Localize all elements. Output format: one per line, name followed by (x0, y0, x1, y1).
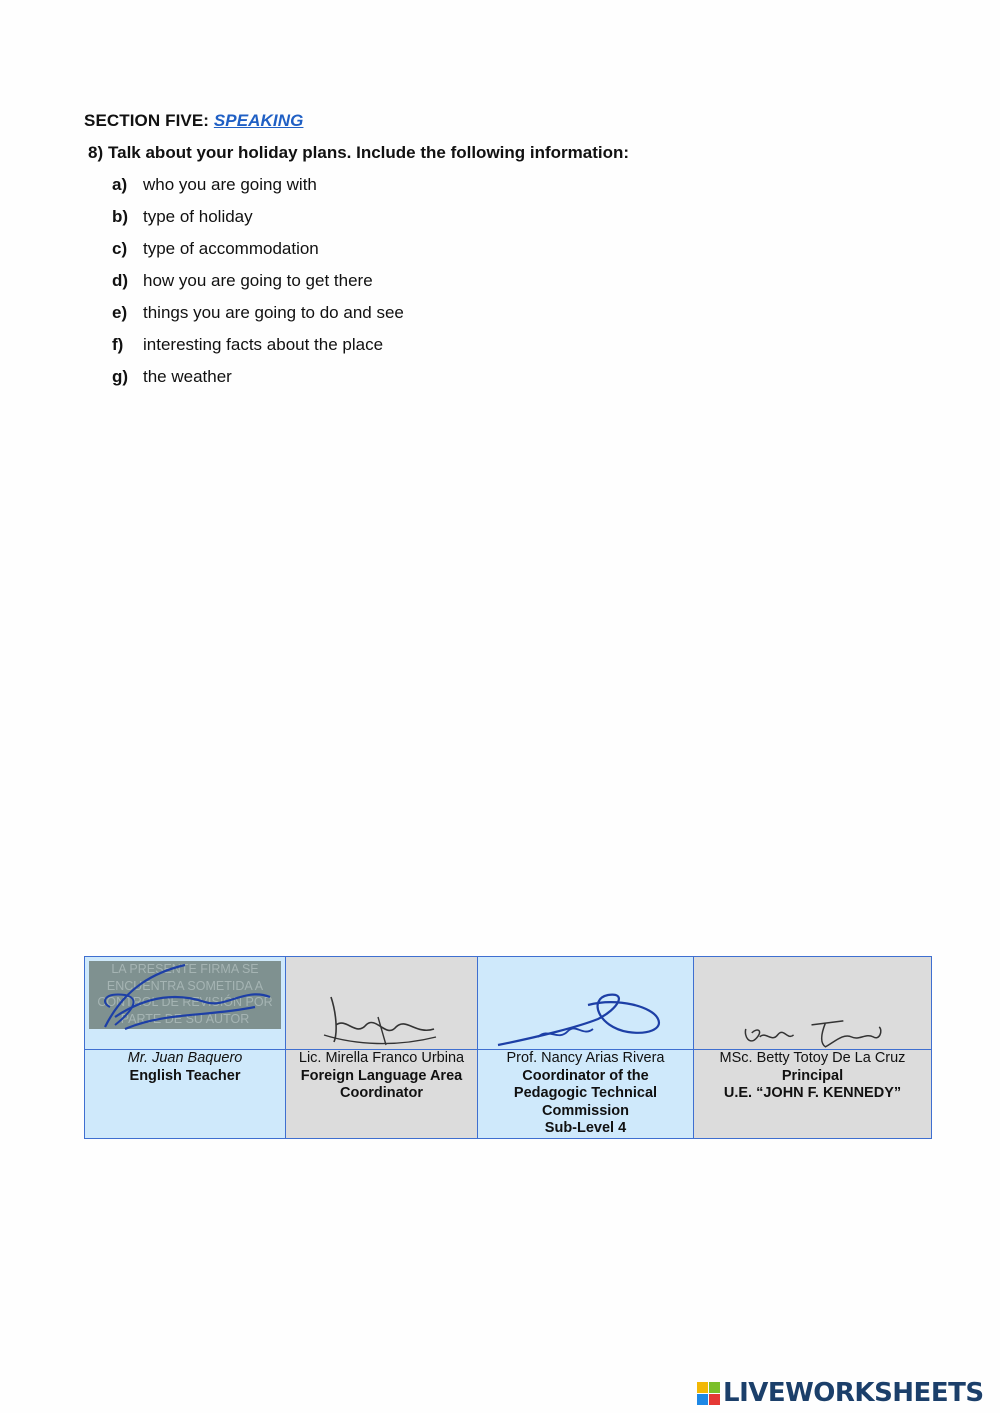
teacher-credentials (85, 1050, 286, 1139)
item-letter: f) (112, 335, 124, 354)
school-name: U.E. “JOHN F. KENNEDY” (723, 1085, 902, 1101)
question-number: 8) (88, 143, 104, 162)
signature-teacher (85, 957, 285, 1049)
signature-principal (694, 957, 931, 1049)
area-coordinator-role-line: Coordinator (340, 1085, 423, 1101)
question-prompt (88, 143, 629, 163)
item-text: how you are going to get there (143, 271, 373, 290)
list-item (112, 303, 404, 335)
logo-tile (697, 1394, 708, 1405)
section-name-link[interactable]: SPEAKING (213, 111, 304, 130)
area-coordinator-role-line: Foreign Language Area (300, 1067, 463, 1084)
pedagogic-coordinator-role-line: Sub-Level 4 (544, 1120, 627, 1136)
item-letter: b) (112, 207, 129, 226)
section-prefix: SECTION FIVE: (84, 111, 214, 130)
principal-name: MSc. Betty Totoy De La Cruz (719, 1050, 906, 1066)
item-letter: c) (112, 239, 128, 258)
item-letter: a) (112, 175, 128, 194)
signature-pedagogic-coordinator (478, 957, 693, 1049)
pedagogic-coordinator-role-line: Commission (541, 1102, 629, 1119)
logo-tile (709, 1394, 720, 1405)
liveworksheets-logo[interactable] (697, 1377, 984, 1409)
pedagogic-coordinator-role-line: Pedagogic Technical (513, 1085, 658, 1101)
list-item (112, 367, 404, 399)
stamp-text: LA PRESENTE FIRMA SE ENCUENTRA SOMETIDA A CONTROL DE REVISIÓN POR PARTE DE SU AUTOR (97, 962, 273, 1026)
list-item (112, 175, 404, 207)
list-item (112, 207, 404, 239)
signature-cell-area-coordinator (286, 957, 478, 1050)
area-coordinator-name: Lic. Mirella Franco Urbina (298, 1050, 465, 1066)
signature-cell-principal (694, 957, 932, 1050)
teacher-role: English Teacher (129, 1067, 241, 1084)
item-text: things you are going to do and see (143, 303, 404, 322)
signature-table (84, 956, 932, 1139)
list-item (112, 271, 404, 303)
area-coordinator-credentials (286, 1050, 478, 1139)
item-letter: e) (112, 303, 128, 322)
list-item (112, 239, 404, 271)
item-text: type of accommodation (143, 239, 319, 258)
item-text: who you are going with (143, 175, 317, 194)
pedagogic-coordinator-role-line: Coordinator of the (522, 1067, 649, 1084)
signature-cell-pedagogic-coordinator (478, 957, 694, 1050)
principal-credentials (694, 1050, 932, 1139)
logo-tiles-icon (697, 1382, 720, 1405)
item-text: the weather (143, 367, 232, 386)
item-letter: d) (112, 271, 129, 290)
brand-name: LIVEWORKSHEETS (723, 1378, 984, 1408)
item-text: type of holiday (143, 207, 253, 226)
logo-tile (709, 1382, 720, 1393)
item-text: interesting facts about the place (143, 335, 384, 354)
info-list (112, 175, 404, 399)
principal-role: Principal (781, 1067, 844, 1084)
item-letter: g) (112, 367, 129, 386)
teacher-name: Mr. Juan Baquero (127, 1050, 243, 1066)
signature-cell-teacher (85, 957, 286, 1050)
pedagogic-coordinator-credentials (478, 1050, 694, 1139)
logo-tile (697, 1382, 708, 1393)
section-title (84, 111, 303, 131)
question-text: Talk about your holiday plans. Include the following information: (108, 143, 630, 162)
list-item (112, 335, 404, 367)
signature-area-coordinator (286, 957, 477, 1049)
pedagogic-coordinator-name: Prof. Nancy Arias Rivera (506, 1050, 665, 1066)
